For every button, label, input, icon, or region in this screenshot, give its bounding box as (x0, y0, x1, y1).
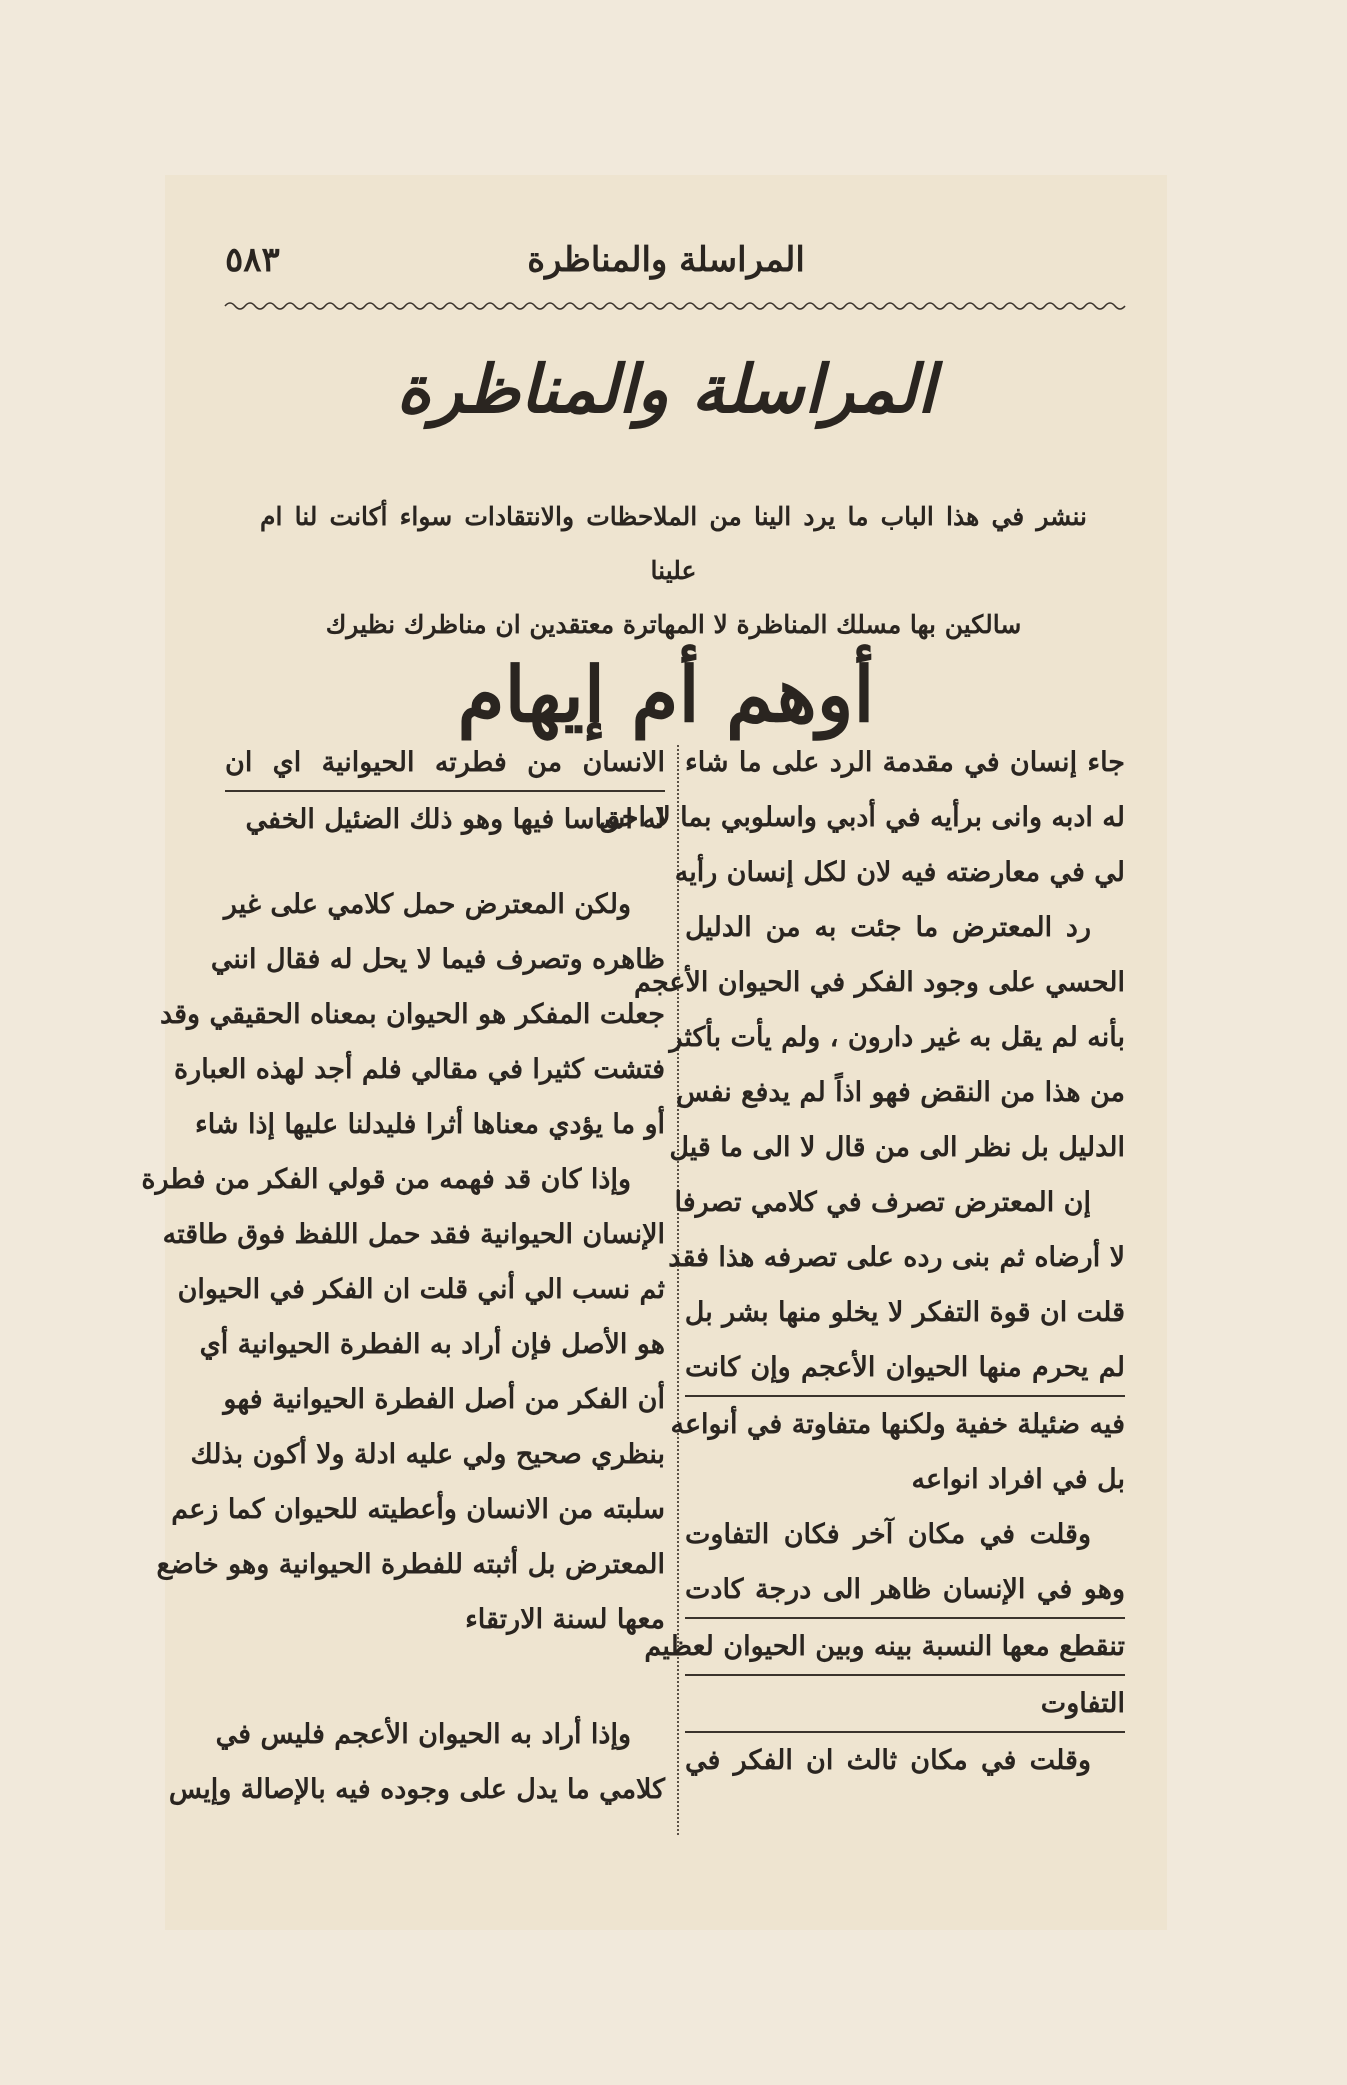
text-line: وإذا أراد به الحيوان الأعجم فليس في (215, 1719, 631, 1750)
text-line: الحسي على وجود الفكر في الحيوان الأعجم (634, 967, 1125, 998)
text-line: له ادبه وانى برأيه في أدبي واسلوبي بما لا احق (599, 802, 1125, 833)
section-intro (260, 490, 1087, 652)
text-line: وقلت في مكان ثالث ان الفكر في (685, 1745, 1091, 1776)
running-title: المراسلة والمناظرة (527, 240, 805, 280)
document-page (141, 175, 1167, 1930)
text-line: وإذا كان قد فهمه من قولي الفكر من فطرة (141, 1164, 631, 1195)
text-line: إن المعترض تصرف في كلامي تصرفا (674, 1187, 1091, 1218)
right-column (599, 735, 1125, 1788)
text-line: سلبته من الانسان وأعطيته للحيوان كما زعم (171, 1494, 665, 1525)
text-line: كلامي ما يدل على وجوده فيه بالإصالة وإيس (168, 1774, 665, 1805)
text-line: جاء إنسان في مقدمة الرد على ما شاء (685, 747, 1125, 778)
text-line: الإنسان الحيوانية فقد حمل اللفظ فوق طاقته (162, 1219, 665, 1250)
text-line: لم يحرم منها الحيوان الأعجم وإن كانت (685, 1340, 1125, 1397)
text-line: قلت ان قوة التفكر لا يخلو منها بشر بل (684, 1297, 1125, 1328)
intro-line: سالكين بها مسلك المناظرة لا المهاترة معتقدين ان مناظرك نظيرك (325, 610, 1022, 639)
text-line: له اساسا فيها وهو ذلك الضئيل الخفي (245, 804, 665, 835)
article-title: أوهم أم إيهام (457, 650, 875, 739)
page-number: ٥٨٣ (225, 240, 280, 280)
section-title: المراسلة والمناظرة (396, 350, 936, 428)
text-line: تنقطع معها النسبة بينه وبين الحيوان لعظيم (685, 1619, 1125, 1676)
text-line: رد المعترض ما جئت به من الدليل (685, 912, 1091, 943)
text-line: بل في افراد انواعه (911, 1464, 1125, 1495)
wavy-divider (225, 299, 1125, 313)
text-line: أن الفكر من أصل الفطرة الحيوانية فهو (223, 1384, 665, 1415)
left-column (141, 735, 665, 1817)
text-line: هو الأصل فإن أراد به الفطرة الحيوانية أي (199, 1329, 665, 1360)
text-line: المعترض بل أثبته للفطرة الحيوانية وهو خاضع (156, 1549, 665, 1580)
text-line: وهو في الإنسان ظاهر الى درجة كادت (685, 1562, 1125, 1619)
paragraph-gap (225, 847, 665, 877)
text-line: فيه ضئيلة خفية ولكنها متفاوتة في أنواعه (670, 1409, 1125, 1440)
text-line: لا أرضاه ثم بنى رده على تصرفه هذا فقد (668, 1242, 1125, 1273)
text-line: الدليل بل نظر الى من قال لا الى ما قيل (669, 1132, 1125, 1163)
text-line: لي في معارضته فيه لان لكل إنسان رأيه (674, 857, 1125, 888)
text-line: بنظري صحيح ولي عليه ادلة ولا أكون بذلك (190, 1439, 665, 1470)
paragraph-gap (225, 1647, 665, 1707)
text-line: وقلت في مكان آخر فكان التفاوت (685, 1519, 1091, 1550)
text-line: معها لسنة الارتقاء (465, 1604, 665, 1635)
text-line: فتشت كثيرا في مقالي فلم أجد لهذه العبارة (174, 1054, 665, 1085)
text-line: ولكن المعترض حمل كلامي على غير (223, 889, 631, 920)
text-line: بأنه لم يقل به غير دارون ، ولم يأت بأكثر (669, 1022, 1125, 1053)
text-line: جعلت المفكر هو الحيوان بمعناه الحقيقي وقد (159, 999, 665, 1030)
text-line: أو ما يؤدي معناها أثرا فليدلنا عليها إذا شاء (195, 1109, 665, 1140)
text-line: التفاوت (685, 1676, 1125, 1733)
text-line: من هذا من النقض فهو اذاً لم يدفع نفس (676, 1077, 1125, 1108)
text-line: ظاهره وتصرف فيما لا يحل له فقال انني (210, 944, 665, 975)
text-line: ثم نسب الي أني قلت ان الفكر في الحيوان (177, 1274, 665, 1305)
intro-line: ننشر في هذا الباب ما يرد الينا من الملاحظات والانتقادات سواء أكانت لنا ام علينا (260, 502, 1087, 585)
text-line: الانسان من فطرته الحيوانية اي ان (225, 735, 665, 792)
running-header (225, 230, 1107, 290)
